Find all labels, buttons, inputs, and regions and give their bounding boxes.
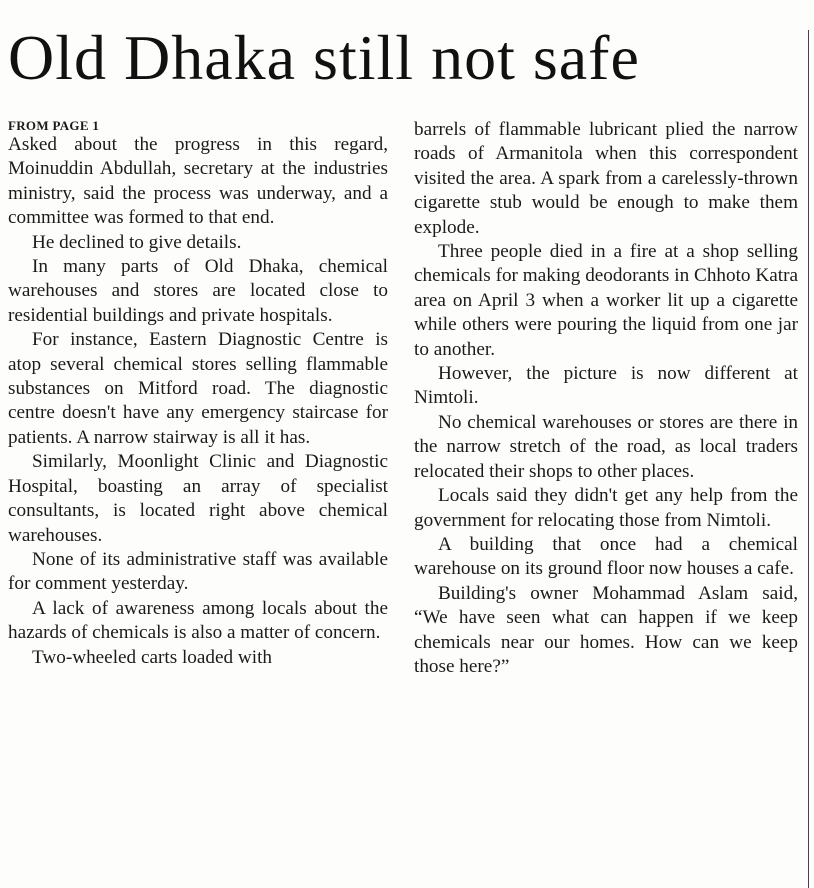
paragraph: However, the picture is now different at Nimtoli. xyxy=(414,363,798,409)
from-page-label: FROM PAGE 1 xyxy=(8,118,100,133)
paragraph: Locals said they didn't get any help from the government for relocating those from Nimtoli. xyxy=(414,485,798,531)
paragraph: barrels of flammable lubricant plied the narrow roads of Armanitola when this correspondent visited the area. A spark from a carelessly-thrown cigarette stub would be enough to make them explode. xyxy=(414,119,798,238)
paragraph: Similarly, Moonlight Clinic and Diagnostic Hospital, boasting an array of specialist consultants, is located right above chemical warehouses. xyxy=(8,451,388,546)
paragraph: Building's owner Mohammad Aslam said, “We have seen what can happen if we keep chemicals near our homes. How can we keep those here?” xyxy=(414,582,798,677)
article-column-left xyxy=(8,118,388,670)
column-rule xyxy=(808,30,809,888)
paragraph: For instance, Eastern Diagnostic Centre is atop several chemical stores selling flammable substances on Mitford road. The diagnostic centre doesn't have any emergency staircase for patients. A narrow stairway is all it has. xyxy=(8,329,388,448)
paragraph: Three people died in a fire at a shop selling chemicals for making deodorants in Chhoto Katra area on April 3 when a worker lit up a cigarette while others were pouring the liquid from one jar to another. xyxy=(414,241,798,360)
headline: Old Dhaka still not safe xyxy=(8,22,640,93)
paragraph: A building that once had a chemical warehouse on its ground floor now houses a cafe. xyxy=(414,533,798,580)
paragraph: A lack of awareness among locals about the hazards of chemicals is also a matter of concern. xyxy=(8,597,388,644)
paragraph: Two-wheeled carts loaded with xyxy=(32,646,273,668)
article-column-right xyxy=(414,118,798,679)
paragraph: Asked about the progress in this regard, Moinuddin Abdullah, secretary at the industries ministry, said the process was underway, and a committee was formed to that end. xyxy=(8,134,388,229)
paragraph: He declined to give details. xyxy=(32,231,242,253)
paragraph: In many parts of Old Dhaka, chemical warehouses and stores are located close to residential buildings and private hospitals. xyxy=(8,256,388,326)
paragraph: None of its administrative staff was available for comment yesterday. xyxy=(8,548,388,595)
paragraph: No chemical warehouses or stores are there in the narrow stretch of the road, as local traders relocated their shops to other places. xyxy=(414,411,798,482)
